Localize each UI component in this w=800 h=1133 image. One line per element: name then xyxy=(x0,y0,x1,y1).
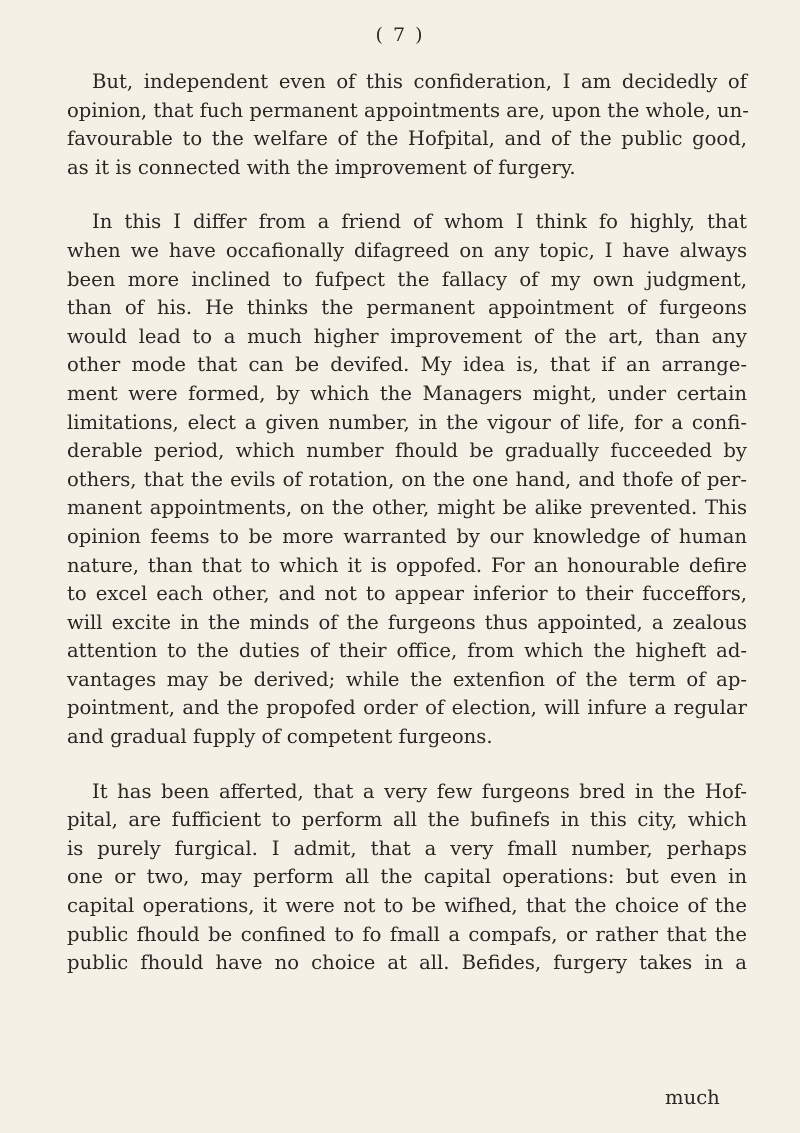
text-line: favourable to the welfare of the Hofpital, and of the public good, xyxy=(67,127,747,151)
text-line: others, that the evils of rotation, on the one hand, and thofe of per- xyxy=(67,467,747,491)
text-line: been more inclined to fufpect the fallacy of my own judgment, xyxy=(67,267,747,291)
text-line: derable period, which number fhould be gradually fucceeded by xyxy=(67,439,747,463)
text-line: ment were formed, by which the Managers might, under certain xyxy=(67,381,747,405)
catchword: much xyxy=(665,1086,720,1109)
text-line: limitations, elect a given number, in the vigour of life, for a confi- xyxy=(67,410,747,434)
text-line: to excel each other, and not to appear inferior to their fucceffors, xyxy=(67,582,747,606)
text-line: will excite in the minds of the furgeons thus appointed, a zealous xyxy=(67,610,747,634)
text-line: and gradual fupply of competent furgeons. xyxy=(67,725,493,749)
text-line: public fhould be confined to fo fmall a compafs, or rather that the xyxy=(67,922,747,946)
text-line: In this I differ from a friend of whom I think fo highly, that xyxy=(92,210,747,234)
text-line: one or two, may perform all the capital operations: but even in xyxy=(67,865,747,889)
text-line: opinion feems to be more warranted by our knowledge of human xyxy=(67,524,747,548)
text-line: public fhould have no choice at all. Befides, furgery takes in a xyxy=(67,951,747,975)
text-line: attention to the duties of their office, from which the higheft ad- xyxy=(67,639,747,663)
text-line: capital operations, it were not to be wifhed, that the choice of the xyxy=(67,894,747,918)
text-line: is purely furgical. I admit, that a very fmall number, perhaps xyxy=(67,836,747,860)
text-line: It has been afferted, that a very few furgeons bred in the Hof- xyxy=(92,779,747,803)
text-line: vantages may be derived; while the extenfion of the term of ap- xyxy=(67,667,747,691)
body-text xyxy=(67,68,747,1004)
text-line: when we have occafionally difagreed on any topic, I have always xyxy=(67,238,747,262)
text-line: pointment, and the propofed order of election, will infure a regular xyxy=(67,696,747,720)
text-line: other mode that can be devifed. My idea is, that if an arrange- xyxy=(67,353,747,377)
paragraph-3 xyxy=(67,778,747,978)
text-line: as it is connected with the improvement of furgery. xyxy=(67,155,576,179)
text-line: would lead to a much higher improvement of the art, than any xyxy=(67,324,747,348)
text-line: But, independent even of this confideration, I am decidedly of xyxy=(92,70,747,93)
paragraph-2 xyxy=(67,208,747,751)
page-number: ( 7 ) xyxy=(375,24,425,46)
text-line: than of his. He thinks the permanent appointment of furgeons xyxy=(67,296,747,320)
text-line: nature, than that to which it is oppofed. For an honourable defire xyxy=(67,553,747,577)
text-line: opinion, that fuch permanent appointments are, upon the whole, un- xyxy=(67,98,749,122)
text-line: manent appointments, on the other, might be alike prevented. This xyxy=(67,496,747,520)
text-line: pital, are fufficient to perform all the bufinefs in this city, which xyxy=(67,808,747,832)
paragraph-1 xyxy=(67,68,747,182)
